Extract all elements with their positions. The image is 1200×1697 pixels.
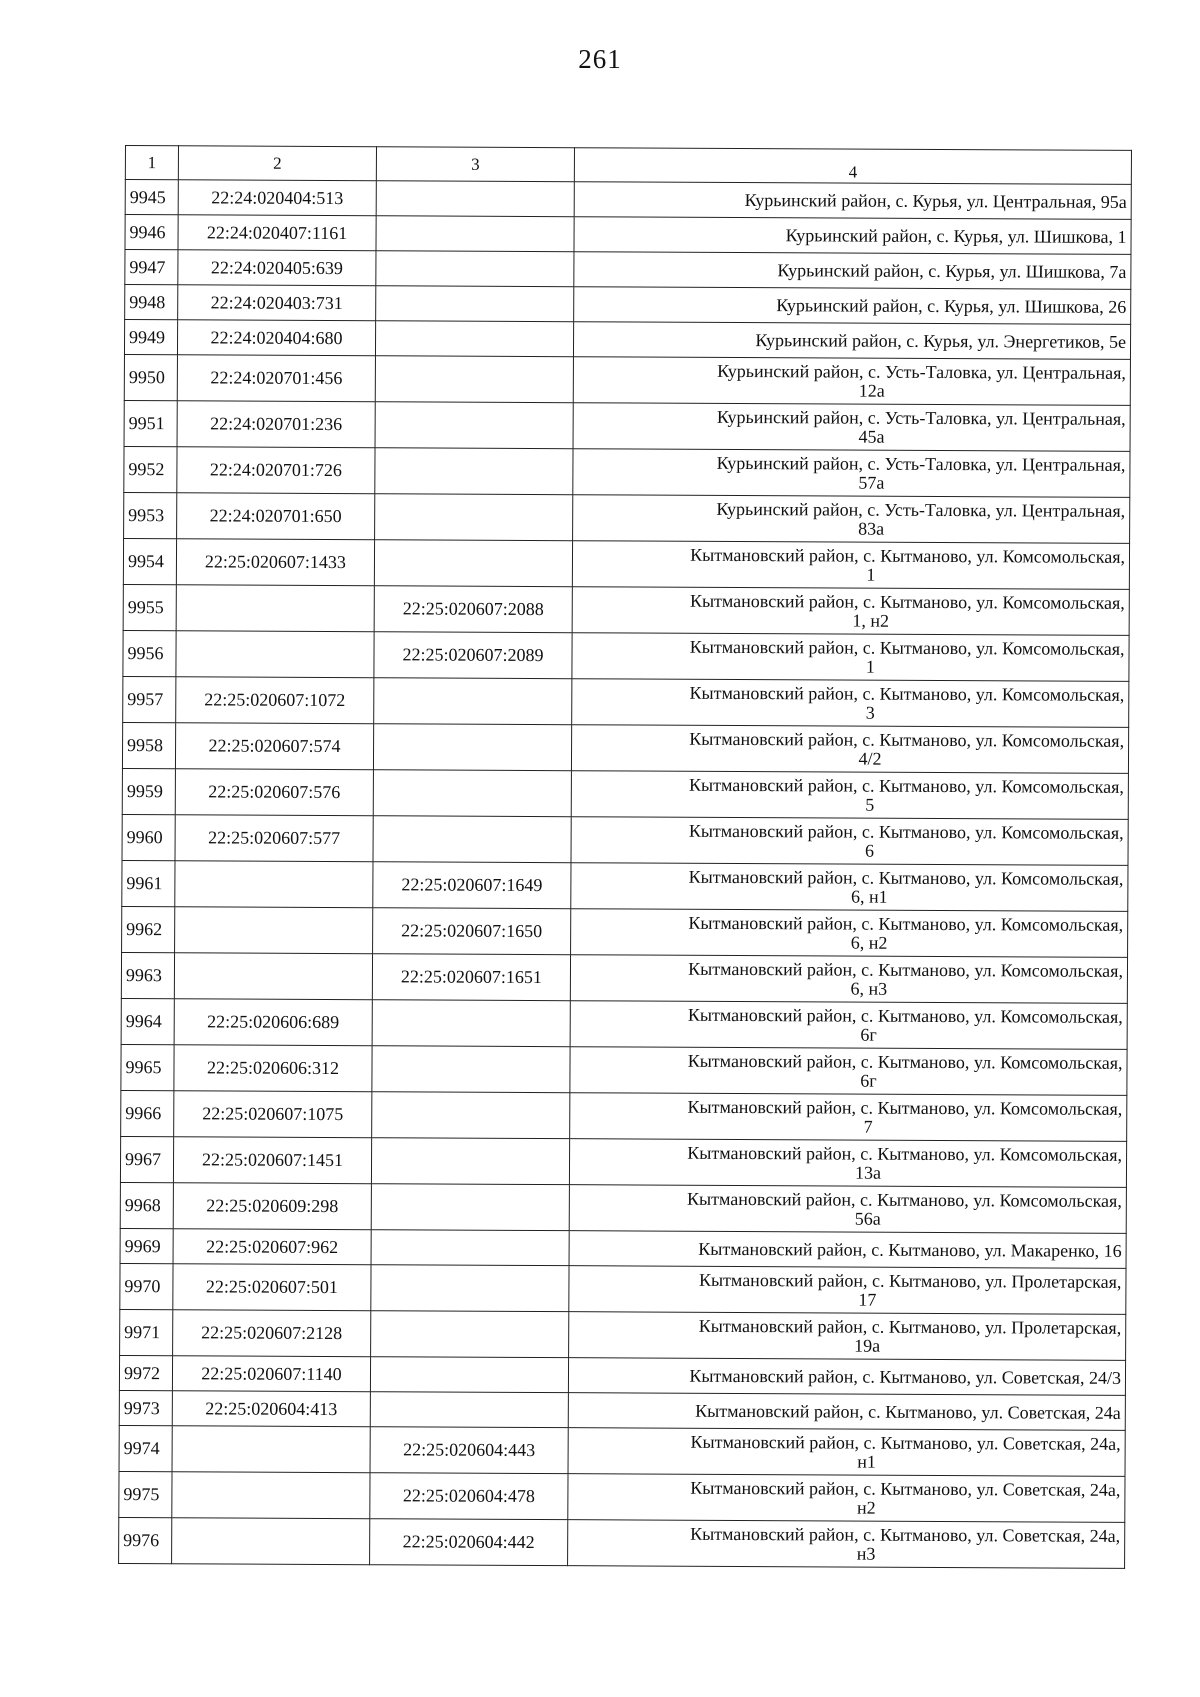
cadastral-number-cell: 22:25:020607:576: [175, 769, 373, 816]
address-cell: [574, 217, 1131, 255]
address-line-2: 6г: [860, 1024, 877, 1045]
table-row: [123, 676, 1129, 727]
address-cell: [569, 1266, 1126, 1315]
premises-cadastral-number-cell: 22:25:020607:2089: [374, 632, 572, 679]
cadastral-number-cell: [175, 907, 373, 954]
premises-cadastral-number-cell: 22:25:020604:443: [370, 1427, 568, 1474]
address-line-2: н1: [857, 1451, 876, 1472]
cadastral-number-cell: 22:25:020607:1075: [174, 1091, 372, 1138]
table-row: [120, 1263, 1126, 1314]
row-number-cell: 9961: [122, 860, 175, 906]
cadastral-number-cell: [172, 1472, 370, 1519]
address-line-1: Курьинский район, с. Усть-Таловка, ул. Центральная,: [716, 498, 1126, 521]
premises-cadastral-number-cell: [372, 1092, 570, 1139]
cadastral-number-cell: 22:25:020606:689: [174, 999, 372, 1046]
table-header-row: [125, 146, 1131, 185]
premises-cadastral-number-cell: [375, 356, 573, 403]
table-row: [122, 814, 1128, 865]
table-row: [124, 492, 1130, 543]
cadastral-number-cell: 22:25:020607:574: [175, 723, 373, 770]
address-cell: [573, 449, 1130, 498]
table-row: [122, 906, 1128, 957]
cadastral-number-cell: [172, 1518, 370, 1565]
premises-cadastral-number-cell: [375, 402, 573, 449]
cadastral-number-cell: 22:25:020604:413: [172, 1391, 370, 1427]
address-line-1: Курьинский район, с. Курья, ул. Шишкова, 1: [785, 224, 1127, 247]
row-number-cell: 9948: [125, 285, 178, 320]
address-cell: [572, 541, 1129, 590]
row-number-cell: 9960: [122, 814, 175, 860]
address-line-1: Кытмановский район, с. Кытманово, ул. Советская, 24а,: [690, 1431, 1121, 1454]
row-number-cell: 9953: [124, 492, 177, 538]
premises-cadastral-number-cell: 22:25:020607:2088: [374, 586, 572, 633]
cadastral-number-cell: 22:25:020606:312: [174, 1045, 372, 1092]
premises-cadastral-number-cell: [373, 770, 571, 817]
row-number-cell: 9958: [122, 722, 175, 768]
address-cell: [572, 587, 1129, 636]
address-cell: [572, 679, 1129, 728]
address-cell: [574, 287, 1131, 325]
row-number-cell: 9973: [119, 1390, 172, 1425]
row-number-cell: 9956: [123, 630, 176, 676]
row-number-cell: 9972: [119, 1355, 172, 1390]
table-row: [125, 215, 1131, 255]
premises-cadastral-number-cell: [376, 251, 574, 287]
row-number-cell: 9971: [120, 1309, 173, 1355]
address-line-1: Кытмановский район, с. Кытманово, ул. Макаренко, 16: [698, 1238, 1122, 1261]
address-line-2: 6, н1: [850, 886, 888, 907]
address-line-1: Кытмановский район, с. Кытманово, ул. Пролетарская,: [698, 1315, 1122, 1338]
table-row: [122, 860, 1128, 911]
address-line-1: Кытмановский район, с. Кытманово, ул. Комсомольская,: [689, 728, 1125, 751]
address-cell: [571, 817, 1128, 866]
premises-cadastral-number-cell: 22:25:020604:478: [370, 1473, 568, 1520]
column-header-1: 1: [125, 146, 178, 180]
address-line-2: 45а: [858, 426, 885, 447]
table-row: [120, 1136, 1126, 1187]
address-line-2: 83а: [858, 518, 885, 539]
cadastral-number-cell: 22:25:020607:1451: [173, 1137, 371, 1184]
table-row: [119, 1517, 1125, 1568]
row-number-cell: 9951: [124, 400, 177, 446]
premises-cadastral-number-cell: [371, 1138, 569, 1185]
premises-cadastral-number-cell: [370, 1357, 568, 1393]
address-line-1: Кытмановский район, с. Кытманово, ул. Комсомольская,: [687, 1004, 1123, 1027]
address-line-1: Курьинский район, с. Курья, ул. Шишкова, 7а: [777, 259, 1127, 282]
premises-cadastral-number-cell: [371, 1311, 569, 1358]
row-number-cell: 9950: [124, 354, 177, 400]
row-number-cell: 9946: [125, 215, 178, 250]
address-line-1: Кытмановский район, с. Кытманово, ул. Комсомольская,: [687, 1050, 1123, 1073]
address-line-2: 3: [865, 702, 875, 723]
address-line-1: Курьинский район, с. Усть-Таловка, ул. Центральная,: [716, 452, 1126, 475]
address-line-2: 7: [863, 1116, 873, 1137]
address-line-2: 1: [865, 656, 876, 677]
table-row: [124, 400, 1130, 451]
premises-cadastral-number-cell: [375, 494, 573, 541]
address-line-2: 6г: [860, 1070, 877, 1091]
cadastral-number-cell: [172, 1426, 370, 1473]
address-line-2: 1, н2: [852, 610, 890, 631]
premises-cadastral-number-cell: [371, 1265, 569, 1312]
address-line-1: Курьинский район, с. Усть-Таловка, ул. Центральная,: [716, 406, 1126, 429]
address-cell: [570, 1093, 1127, 1142]
address-cell: [568, 1428, 1125, 1477]
premises-cadastral-number-cell: [371, 1184, 569, 1231]
address-cell: [574, 252, 1131, 290]
address-cell: [570, 955, 1127, 1004]
premises-cadastral-number-cell: [371, 1230, 569, 1266]
address-line-1: Кытмановский район, с. Кытманово, ул. Комсомольская,: [690, 544, 1126, 567]
cadastral-number-cell: 22:24:020404:513: [178, 180, 376, 216]
cadastral-number-cell: 22:24:020701:726: [177, 447, 375, 494]
table-row: [125, 250, 1131, 290]
cadastral-number-cell: 22:24:020405:639: [178, 250, 376, 286]
address-cell: [569, 1139, 1126, 1188]
premises-cadastral-number-cell: [375, 321, 573, 357]
premises-cadastral-number-cell: [376, 181, 574, 217]
row-number-cell: 9949: [124, 320, 177, 355]
address-line-2: н2: [856, 1497, 876, 1518]
address-line-1: Кытмановский район, с. Кытманово, ул. Комсомольская,: [688, 820, 1124, 843]
address-line-1: Курьинский район, с. Усть-Таловка, ул. Центральная,: [717, 360, 1126, 383]
premises-cadastral-number-cell: 22:25:020607:1649: [373, 862, 571, 909]
address-line-2: 6: [865, 840, 875, 861]
address-line-2: 1: [866, 564, 876, 585]
address-line-1: Кытмановский район, с. Кытманово, ул. Советская, 24а,: [690, 1477, 1121, 1500]
row-number-cell: 9954: [123, 538, 176, 584]
row-number-cell: 9957: [123, 676, 176, 722]
address-line-2: 57а: [858, 472, 885, 493]
address-cell: [569, 1185, 1126, 1234]
address-line-1: Кытмановский район, с. Кытманово, ул. Комсомольская,: [689, 774, 1124, 797]
premises-cadastral-number-cell: [372, 1000, 570, 1047]
table-row: [122, 722, 1128, 773]
address-cell: [571, 863, 1128, 912]
address-line-1: Кытмановский район, с. Кытманово, ул. Комсомольская,: [689, 636, 1125, 659]
address-line-1: Кытмановский район, с. Кытманово, ул. Советская, 24а,: [690, 1523, 1121, 1546]
cadastral-number-cell: 22:25:020607:962: [173, 1229, 371, 1265]
address-cell: [568, 1520, 1125, 1569]
premises-cadastral-number-cell: [373, 816, 571, 863]
address-line-2: н3: [856, 1543, 876, 1564]
table-row: [123, 584, 1129, 635]
address-cell: [568, 1393, 1125, 1431]
address-line-2: 19а: [854, 1335, 881, 1356]
address-cell: [573, 322, 1130, 360]
premises-cadastral-number-cell: [375, 448, 573, 495]
cadastral-number-cell: [176, 631, 374, 678]
premises-cadastral-number-cell: [374, 540, 572, 587]
address-cell: [571, 771, 1128, 820]
address-line-2: 6, н2: [850, 932, 888, 953]
table-row: [119, 1355, 1125, 1395]
premises-cadastral-number-cell: 22:25:020604:442: [370, 1519, 568, 1566]
address-line-2: 56а: [854, 1208, 881, 1229]
premises-cadastral-number-cell: [372, 1046, 570, 1093]
address-line-1: Кытмановский район, с. Кытманово, ул. Комсомольская,: [687, 1142, 1123, 1165]
address-cell: [569, 1231, 1126, 1269]
cadastral-number-cell: 22:25:020607:1140: [172, 1356, 370, 1392]
cadastral-number-cell: 22:24:020701:236: [177, 401, 375, 448]
table-row: [121, 998, 1127, 1049]
address-line-1: Кытмановский район, с. Кытманово, ул. Комсомольская,: [688, 912, 1124, 935]
cadastral-number-cell: 22:24:020407:1161: [178, 215, 376, 251]
table-row: [123, 630, 1129, 681]
address-line-2: 17: [858, 1289, 877, 1310]
address-cell: [571, 909, 1128, 958]
address-cell: [571, 725, 1128, 774]
premises-cadastral-number-cell: [376, 286, 574, 322]
cadastral-number-cell: 22:25:020607:1433: [176, 539, 374, 586]
row-number-cell: 9962: [122, 906, 175, 952]
table-row: [122, 768, 1128, 819]
table-row: [124, 320, 1130, 360]
cadastral-number-cell: 22:25:020607:2128: [173, 1310, 371, 1357]
address-line-1: Курьинский район, с. Курья, ул. Энергетиков, 5е: [755, 329, 1127, 352]
table-row: [125, 285, 1131, 325]
address-line-1: Кытмановский район, с. Кытманово, ул. Комсомольская,: [688, 958, 1124, 981]
cadastral-number-cell: 22:25:020607:501: [173, 1264, 371, 1311]
row-number-cell: 9964: [121, 998, 174, 1044]
row-number-cell: 9966: [121, 1090, 174, 1136]
address-cell: [573, 495, 1130, 544]
address-line-1: Кытмановский район, с. Кытманово, ул. Комсомольская,: [688, 866, 1124, 889]
table-row: [119, 1390, 1125, 1430]
cadastral-number-cell: 22:24:020404:680: [177, 320, 375, 356]
address-line-1: Кытмановский район, с. Кытманово, ул. Советская, 24а: [695, 1400, 1121, 1423]
address-line-1: Кытмановский район, с. Кытманово, ул. Комсомольская,: [687, 1188, 1122, 1211]
address-line-2: 12а: [858, 380, 885, 401]
table-row: [121, 1090, 1127, 1141]
row-number-cell: 9975: [119, 1471, 172, 1517]
address-cell: [572, 633, 1129, 682]
address-cell: [573, 403, 1130, 452]
table-row: [124, 354, 1130, 405]
address-line-2: 5: [865, 794, 875, 815]
row-number-cell: 9959: [122, 768, 175, 814]
cadastral-number-cell: 22:24:020701:456: [177, 355, 375, 402]
cadastral-number-cell: [174, 953, 372, 1000]
address-cell: [570, 1047, 1127, 1096]
cadastral-number-cell: 22:24:020701:650: [177, 493, 375, 540]
premises-cadastral-number-cell: [376, 216, 574, 252]
page-number: 261: [578, 44, 622, 74]
column-header-4: 4: [574, 148, 1131, 185]
premises-cadastral-number-cell: [370, 1392, 568, 1428]
row-number-cell: 9952: [124, 446, 177, 492]
address-line-2: 6, н3: [850, 978, 888, 999]
property-register-table: [118, 145, 1132, 1569]
cadastral-number-cell: [175, 861, 373, 908]
address-cell: [568, 1474, 1125, 1523]
address-cell: [574, 182, 1131, 220]
row-number-cell: 9976: [119, 1517, 172, 1563]
cadastral-number-cell: 22:25:020607:577: [175, 815, 373, 862]
address-cell: [568, 1358, 1125, 1396]
address-cell: [569, 1312, 1126, 1361]
table-row: [121, 952, 1127, 1003]
address-line-1: Кытмановский район, с. Кытманово, ул. Комсомольская,: [689, 682, 1125, 705]
row-number-cell: 9970: [120, 1263, 173, 1309]
address-line-1: Курьинский район, с. Курья, ул. Шишкова, 26: [776, 294, 1127, 317]
premises-cadastral-number-cell: [374, 678, 572, 725]
row-number-cell: 9967: [120, 1136, 173, 1182]
address-line-1: Кытмановский район, с. Кытманово, ул. Комсомольская,: [687, 1096, 1123, 1119]
table-row: [123, 538, 1129, 589]
address-line-2: 4/2: [858, 748, 882, 769]
row-number-cell: 9968: [120, 1182, 173, 1228]
address-line-1: Курьинский район, с. Курья, ул. Центральная, 95а: [744, 189, 1127, 212]
table-row: [125, 180, 1131, 220]
address-cell: [573, 357, 1130, 406]
address-line-1: Кытмановский район, с. Кытманово, ул. Советская, 24/3: [689, 1365, 1122, 1388]
premises-cadastral-number-cell: 22:25:020607:1651: [372, 954, 570, 1001]
address-cell: [570, 1001, 1127, 1050]
table-row: [119, 1425, 1125, 1476]
column-header-3: 3: [376, 147, 574, 182]
table-row: [124, 446, 1130, 497]
row-number-cell: 9963: [121, 952, 174, 998]
table-row: [120, 1228, 1126, 1268]
row-number-cell: 9974: [119, 1425, 172, 1471]
cadastral-number-cell: 22:25:020609:298: [173, 1183, 371, 1230]
table-row: [120, 1182, 1126, 1233]
address-line-1: Кытмановский район, с. Кытманово, ул. Комсомольская,: [689, 590, 1125, 613]
cadastral-number-cell: 22:25:020607:1072: [176, 677, 374, 724]
column-header-2: 2: [178, 146, 376, 181]
cadastral-number-cell: [176, 585, 374, 632]
row-number-cell: 9947: [125, 250, 178, 285]
table-row: [121, 1044, 1127, 1095]
premises-cadastral-number-cell: 22:25:020607:1650: [373, 908, 571, 955]
table-row: [120, 1309, 1126, 1360]
row-number-cell: 9945: [125, 180, 178, 215]
table-row: [119, 1471, 1125, 1522]
address-line-1: Кытмановский район, с. Кытманово, ул. Пролетарская,: [698, 1269, 1122, 1292]
row-number-cell: 9965: [121, 1044, 174, 1090]
premises-cadastral-number-cell: [373, 724, 571, 771]
row-number-cell: 9955: [123, 584, 176, 630]
address-line-2: 13а: [854, 1162, 882, 1183]
cadastral-number-cell: 22:24:020403:731: [178, 285, 376, 321]
row-number-cell: 9969: [120, 1228, 173, 1263]
